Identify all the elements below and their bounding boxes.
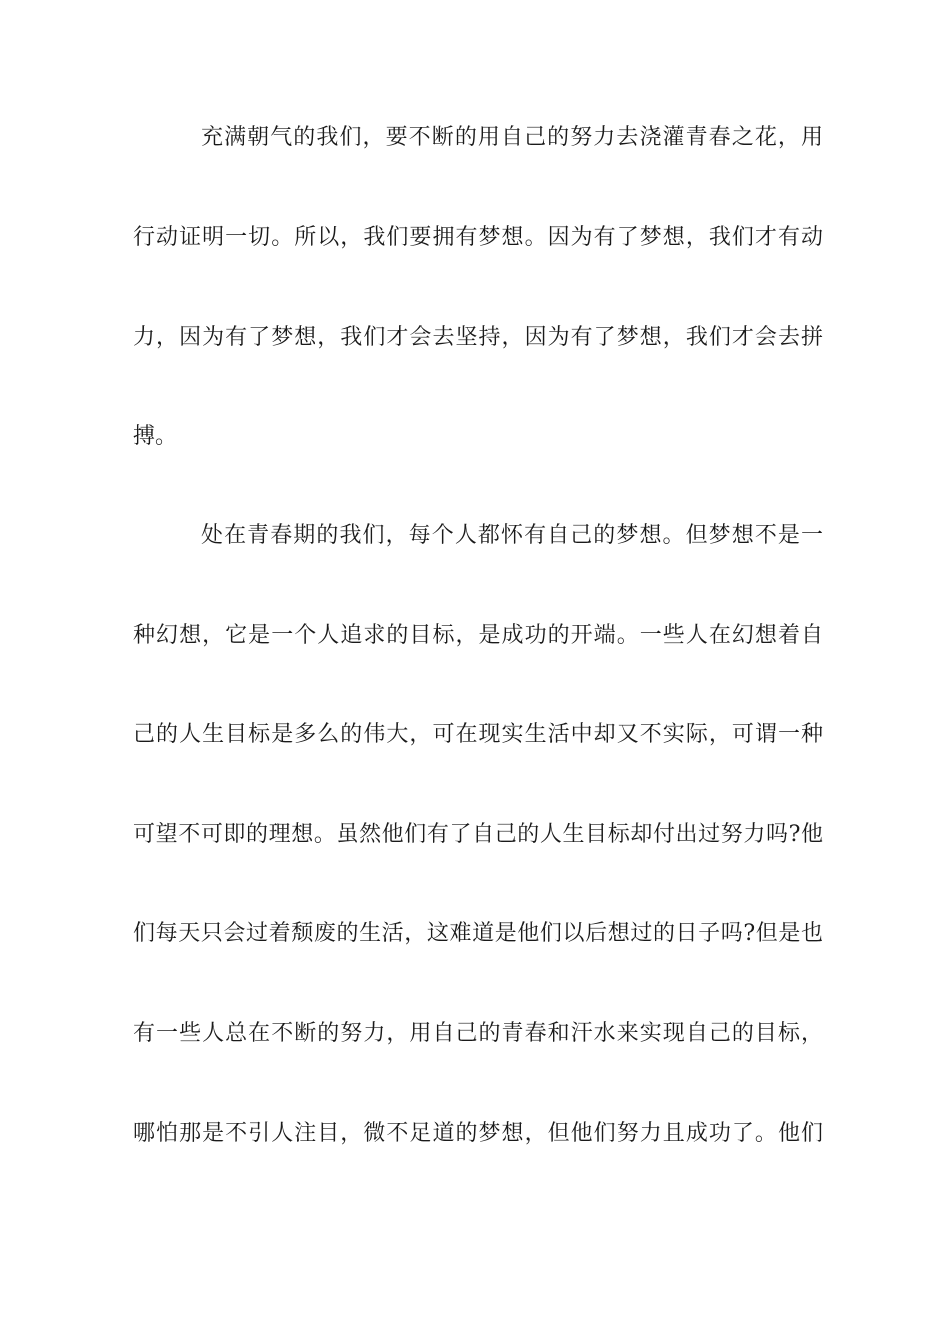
paragraph-2-line-7: 哪怕那是不引人注目，微不足道的梦想，但他们努力且成功了。他们 [133,1121,823,1146]
paragraph-1-line-4: 搏。 [133,424,178,449]
paragraph-2-line-5: 们每天只会过着颓废的生活，这难道是他们以后想过的日子吗?但是也 [133,921,823,946]
paragraph-1-line-1: 充满朝气的我们，要不断的用自己的努力去浇灌青春之花，用 [201,125,823,150]
paragraph-1-line-2: 行动证明一切。所以，我们要拥有梦想。因为有了梦想，我们才有动 [133,225,823,250]
paragraph-2-line-2: 种幻想，它是一个人追求的目标，是成功的开端。一些人在幻想着自 [133,623,823,648]
paragraph-2-line-3: 己的人生目标是多么的伟大，可在现实生活中却又不实际，可谓一种 [133,722,823,747]
paragraph-2-line-1: 处在青春期的我们，每个人都怀有自己的梦想。但梦想不是一 [201,523,823,548]
paragraph-2-line-6: 有一些人总在不断的努力，用自己的青春和汗水来实现自己的目标， [133,1021,823,1046]
paragraph-1-line-3: 力，因为有了梦想，我们才会去坚持，因为有了梦想，我们才会去拼 [133,325,823,350]
paragraph-2-line-4: 可望不可即的理想。虽然他们有了自己的人生目标却付出过努力吗?他 [133,822,823,847]
